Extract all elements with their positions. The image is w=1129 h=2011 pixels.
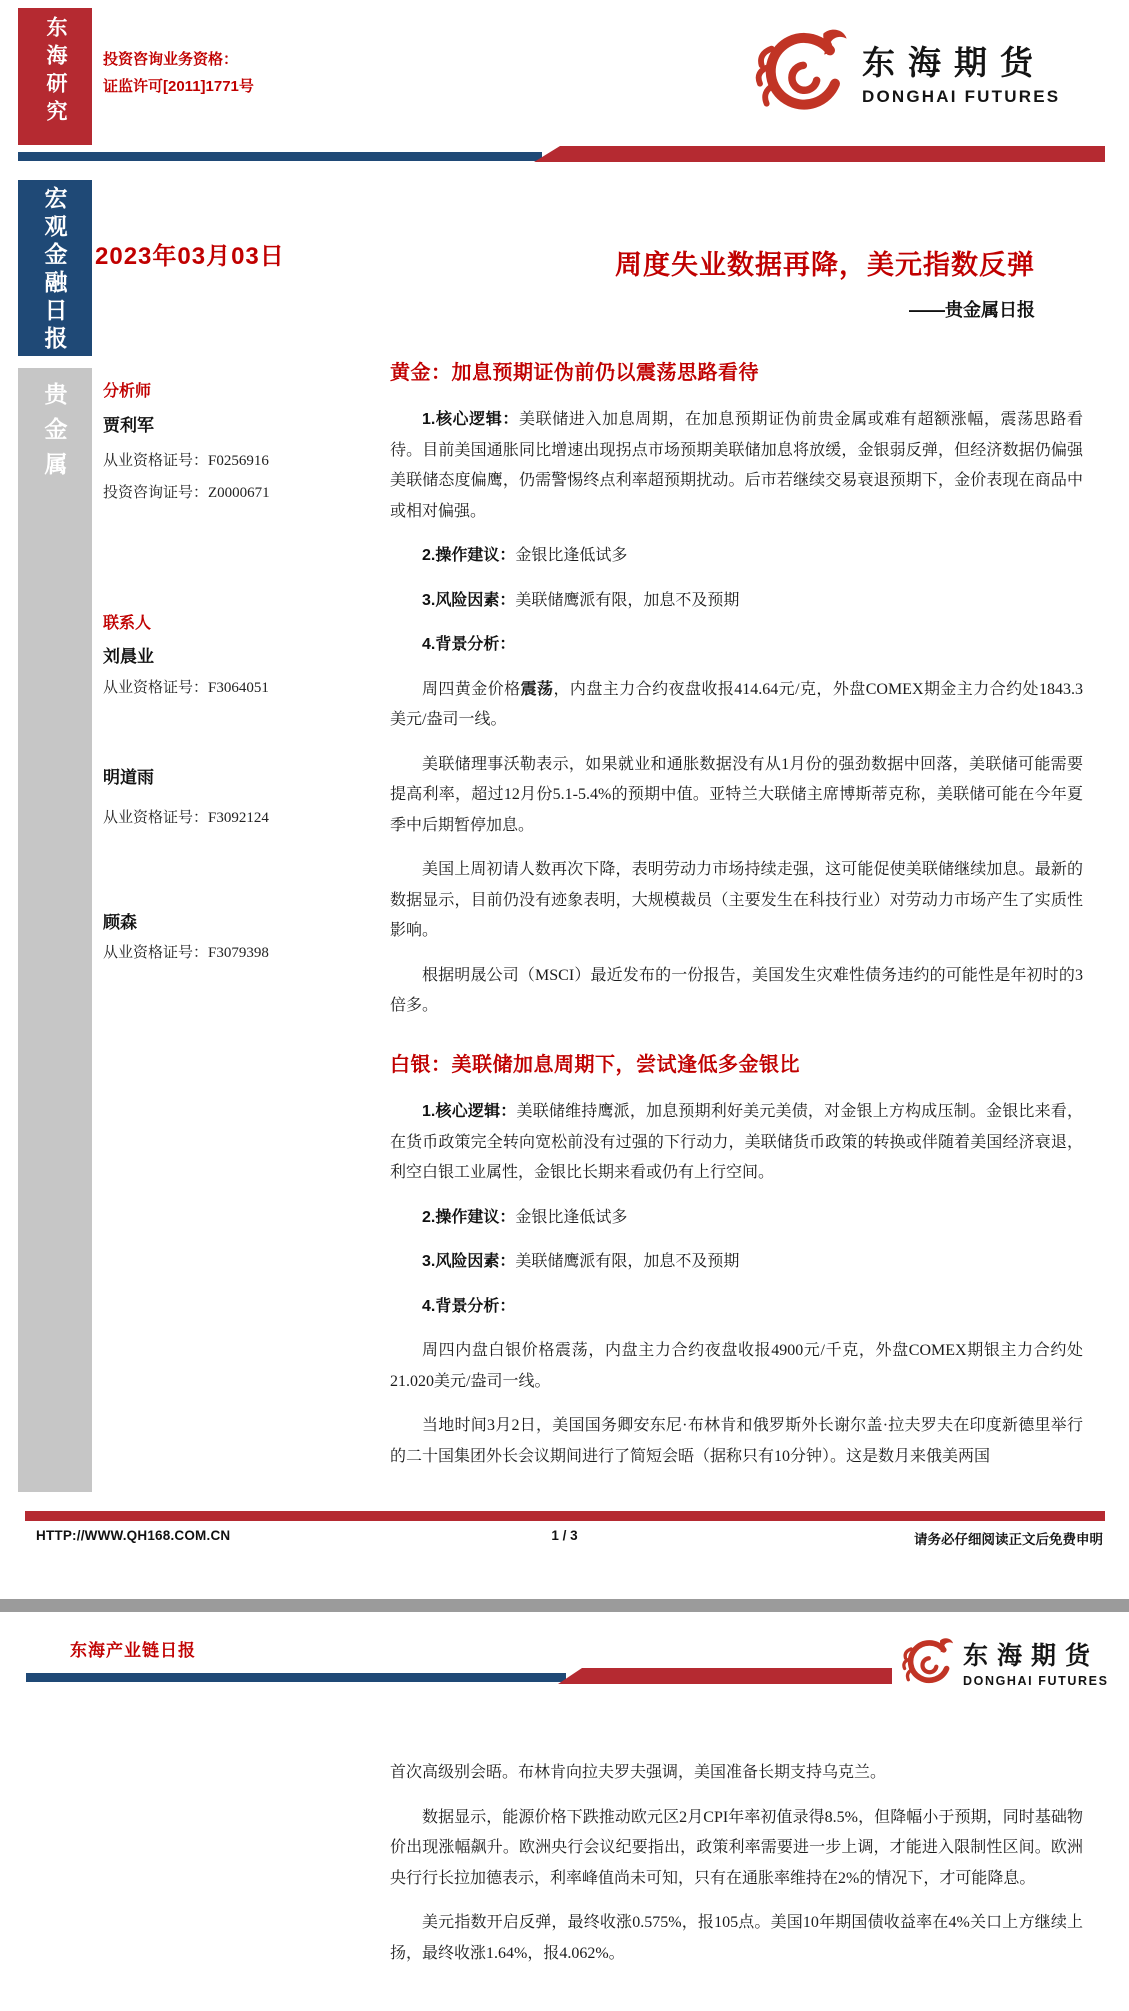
logo-text — [963, 1636, 1109, 1688]
dragon-logo-icon — [899, 1634, 955, 1690]
qualification-line2: 证监许可[2011]1771号 — [103, 78, 254, 95]
gold-advice: 2.操作建议：金银比逢低试多 — [422, 547, 628, 564]
analyst-name: 贾利军 — [103, 416, 154, 435]
footer-url: HTTP://WWW.QH168.COM.CN — [36, 1528, 231, 1543]
contact-role-label: 联系人 — [103, 615, 152, 632]
logo-name-en: DONGHAI FUTURES — [963, 1674, 1109, 1688]
gold-risk: 3.风险因素：美联储鹰派有限，加息不及预期 — [422, 591, 740, 609]
contact-name-3: 顾森 — [103, 913, 137, 932]
brand-box-label: 东海研究 — [44, 16, 67, 128]
page2-header-title: 东海产业链日报 — [70, 1641, 196, 1660]
silver-analysis-paragraph-2: 当地时间3月2日，美国国务卿安东尼·布林肯和俄罗斯外长谢尔盖·拉夫罗夫在印度新德里举行的二十国集团外长会议期间进行了简短会晤（据称只有10分钟）。这是数月来俄美两国 — [390, 1417, 1083, 1465]
brand-box — [18, 8, 92, 145]
page-subtitle: ——贵金属日报 — [909, 300, 1035, 320]
silver-analysis-paragraph-1: 周四内盘白银价格震荡，内盘主力合约夜盘收报4900元/千克，外盘COMEX期银主力合约处21.020美元/盎司一线。 — [390, 1342, 1083, 1390]
qualification-line1: 投资咨询业务资格： — [103, 51, 239, 68]
footer-page-number: 1 / 3 — [551, 1528, 578, 1543]
analyst-role-label: 分析师 — [103, 383, 152, 400]
silver-core-logic: 1.核心逻辑：美联储维持鹰派，加息预期利好美元美债，对金银上方构成压制。金银比来看，在货币政策完全转向宽松前没有过强的下行动力，美联储货币政策的转换或伴随着美国经济衰退，利空白银工业属性，金银比长期来看或仍有上行空间。 — [390, 1103, 1083, 1181]
qualification-text — [103, 46, 254, 100]
silver-background-label: 4.背景分析： — [422, 1297, 516, 1315]
section-silver-heading: 白银：美联储加息周期下，尝试逢低多金银比 — [390, 1054, 800, 1076]
company-logo-page2 — [895, 1634, 1113, 1690]
contact-cert-1: 从业资格证号：F3064051 — [103, 680, 269, 696]
gold-analysis-paragraph-1: 周四黄金价格震荡，内盘主力合约夜盘收报414.64元/克，外盘COMEX期金主力合约处1843.3美元/盎司一线。 — [390, 680, 1083, 728]
header-divider-red — [534, 146, 1105, 162]
logo-name-cn: 东海期货 — [862, 44, 1046, 81]
header-divider-blue — [18, 152, 542, 161]
company-logo — [750, 22, 1060, 122]
sidebar-subcategory-label: 贵金属 — [41, 382, 68, 487]
section-gold — [390, 356, 1083, 1036]
sidebar-category-label: 宏观金融日报 — [41, 186, 68, 354]
page-title: 周度失业数据再降，美元指数反弹 — [615, 250, 1035, 280]
logo-name-en: DONGHAI FUTURES — [862, 87, 1061, 106]
analyst-cert-2: 投资咨询证号：Z0000671 — [103, 485, 270, 501]
page2-paragraph-1: 首次高级别会晤。布林肯向拉夫罗夫强调，美国准备长期支持乌克兰。 — [390, 1764, 887, 1781]
report-date: 2023年03月03日 — [95, 243, 285, 270]
contact-name-1: 刘晨业 — [103, 647, 154, 666]
dragon-logo-icon — [750, 22, 850, 122]
section-silver — [390, 1048, 1083, 1486]
sidebar-category-box — [18, 180, 92, 356]
gold-background-label: 4.背景分析： — [422, 636, 516, 653]
analyst-cert-1: 从业资格证号：F0256916 — [103, 453, 269, 469]
gold-analysis-paragraph-2: 美联储理事沃勒表示，如果就业和通胀数据没有从1月份的强劲数据中回落，美联储可能需要提高利率，超过12月份5.1-5.4%的预期中值。亚特兰大联储主席博斯蒂克称，美联储可能在今年夏季中后期暂停加息。 — [390, 755, 1083, 834]
footer-divider-red — [25, 1511, 1105, 1521]
silver-advice: 2.操作建议：金银比逢低试多 — [422, 1208, 628, 1226]
section-gold-heading: 黄金：加息预期证伪前仍以震荡思路看待 — [390, 362, 759, 384]
title-block — [390, 243, 1035, 322]
gold-analysis-paragraph-4: 根据明晟公司（MSCI）最近发布的一份报告，美国发生灾难性债务违约的可能性是年初时的3倍多。 — [390, 966, 1083, 1014]
contact-cert-2: 从业资格证号：F3092124 — [103, 810, 269, 826]
gold-analysis-paragraph-3: 美国上周初请人数再次下降，表明劳动力市场持续走强，这可能促使美联储继续加息。最新的数据显示，目前仍没有迹象表明，大规模裁员（主要发生在科技行业）对劳动力市场产生了实质性影响。 — [390, 861, 1083, 939]
footer-disclaimer: 请务必仔细阅读正文后免费申明 — [914, 1532, 1103, 1547]
contact-cert-3: 从业资格证号：F3079398 — [103, 945, 269, 961]
page2-paragraph-2: 数据显示，能源价格下跌推动欧元区2月CPI年率初值录得8.5%，但降幅小于预期，同时基础物价出现涨幅飙升。欧洲央行会议纪要指出，政策利率需要进一步上调，才能进入限制性区间。欧洲央行行长拉加德表示，利率峰值尚未可知，只有在通胀率维持在2%的情况下，才可能降息。 — [390, 1808, 1083, 1887]
logo-name-cn: 东海期货 — [963, 1642, 1100, 1670]
contact-name-2: 明道雨 — [103, 768, 154, 787]
silver-risk: 3.风险因素：美联储鹰派有限，加息不及预期 — [422, 1253, 740, 1270]
page2-divider-blue — [26, 1673, 566, 1682]
gold-core-logic: 1.核心逻辑：美联储进入加息周期，在加息预期证伪前贵金属或难有超额涨幅，震荡思路看待。目前美国通胀同比增速出现拐点市场预期美联储加息将放缓，金银弱反弹，但经济数据仍偏强美联储态度偏鹰，仍需警惕终点利率超预期扰动。后市若继续交易衰退预期下，金价表现在商品中或相对偏强。 — [390, 411, 1083, 520]
page-break-divider — [0, 1599, 1129, 1612]
page2-body — [390, 1744, 1083, 1983]
page2-paragraph-3: 美元指数开启反弹，最终收涨0.575%，报105点。美国10年期国债收益率在4%关口上方继续上扬，最终收涨1.64%，报4.062%。 — [390, 1914, 1083, 1962]
logo-text — [862, 37, 1060, 107]
page2-divider-red — [558, 1668, 892, 1684]
sidebar-subcategory-box — [18, 368, 92, 1492]
